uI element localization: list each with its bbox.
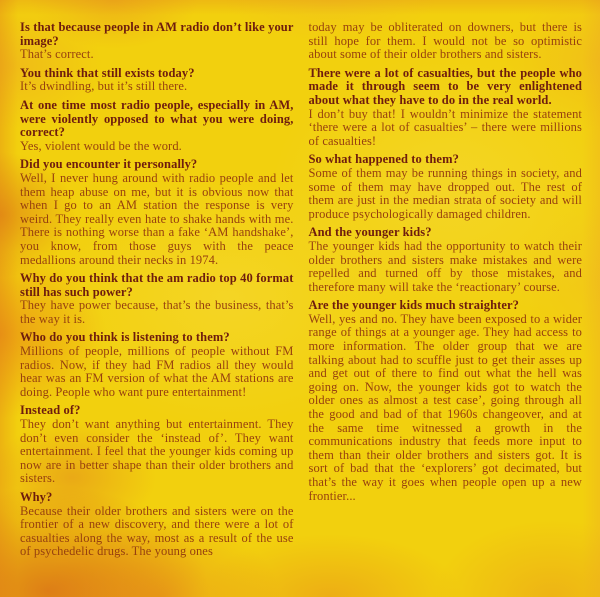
question-text: Why do you think that the am radio top 40 format still has such power?: [20, 271, 294, 299]
qa-block: [20, 491, 294, 559]
answer-text: It’s dwindling, but it’s still there.: [20, 79, 188, 94]
qa-block: [309, 226, 583, 294]
question-text: Instead of?: [20, 403, 81, 418]
qa-block: [309, 21, 583, 62]
answer-text: They don’t want anything but entertainment. They don’t even consider the ‘instead of’. They want entertainment. I feel that the younger kids coming up now are in better shape than their older brothers and sisters.: [20, 417, 294, 486]
qa-block: [309, 67, 583, 149]
column-left: [20, 21, 294, 587]
answer-text: Yes, violent would be the word.: [20, 138, 182, 153]
column-right: [309, 21, 583, 587]
answer-text: Because their older brothers and sisters were on the frontier of a new discovery, and there were a lot of casualties along the way, most as a result of the use of psychedelic drugs. The young ones: [20, 503, 294, 559]
answer-text: They have power because, that’s the business, that’s the way it is.: [20, 298, 294, 326]
qa-block: [20, 272, 294, 326]
answer-text: Well, yes and no. They have been exposed to a wider range of things at a younger age. They had access to more information. The older group that we are talking about had to scuffle just to get their asses up and get out of there to find out what the hell was going on. Now, the younger kids got to watch the older ones as almost a test case’, going through all the good and bad of that 1960s changeover, and at the same time witnessed a growth in the communications industry that feeds more input to them than their older brothers and sisters got. It is sort of bad that the ‘explorers’ got decimated, but that’s the way it goes when people open up a new frontier...: [308, 311, 582, 503]
qa-block: [20, 404, 294, 486]
answer-text: today may be obliterated on downers, but there is still hope for them. I would not be so optimistic about some of their older brothers and sisters.: [308, 20, 582, 62]
answer-text: The younger kids had the opportunity to watch their older brothers and sisters make mistakes and were repelled and turned off by those mistakes, and therefore many will take the ‘reactionary’ course.: [308, 238, 582, 294]
qa-block: [20, 67, 294, 94]
question-text: There were a lot of casualties, but the people who made it through seem to be very enlightened about what they have to do in the real world.: [308, 65, 582, 107]
question-text: Who do you think is listening to them?: [20, 330, 230, 345]
qa-block: [309, 299, 583, 503]
answer-text: I don’t buy that! I wouldn’t minimize the statement ‘there were a lot of casualties’ – there were millions of casualties!: [308, 106, 582, 148]
question-text: You think that still exists today?: [20, 65, 195, 80]
question-text: And the younger kids?: [308, 225, 432, 240]
question-text: Did you encounter it personally?: [20, 157, 198, 172]
question-text: So what happened to them?: [308, 152, 459, 167]
answer-text: Millions of people, millions of people without FM radios. Now, if they had FM radios all they would hear was an FM version of what the AM stations are doing. People who want pure entertainment!: [20, 344, 294, 399]
qa-block: [20, 158, 294, 267]
question-text: Are the younger kids much straighter?: [308, 298, 520, 313]
qa-block: [20, 21, 294, 62]
qa-block: [309, 153, 583, 221]
question-text: Is that because people in AM radio don’t like your image?: [20, 20, 294, 48]
qa-block: [20, 99, 294, 153]
question-text: Why?: [20, 490, 53, 504]
answer-text: Well, I never hung around with radio people and let them heap abuse on me, but it is obvious now that when I go to an AM station the response is very weird. They really even hate to shake hands with me. There is nothing worse than a fake ‘AM handshake’, you know, from those guys with the peace medallions around their necks in 1974.: [20, 170, 294, 267]
answer-text: Some of them may be running things in society, and some of them may have dropped out. The rest of them are just in the median strata of society and will produce psychologically damaged children.: [308, 165, 582, 221]
answer-text: That’s correct.: [20, 47, 94, 62]
question-text: At one time most radio people, especially in AM, were violently opposed to what you were doing, correct?: [20, 97, 294, 140]
text-columns: [20, 21, 582, 587]
qa-block: [20, 331, 294, 399]
